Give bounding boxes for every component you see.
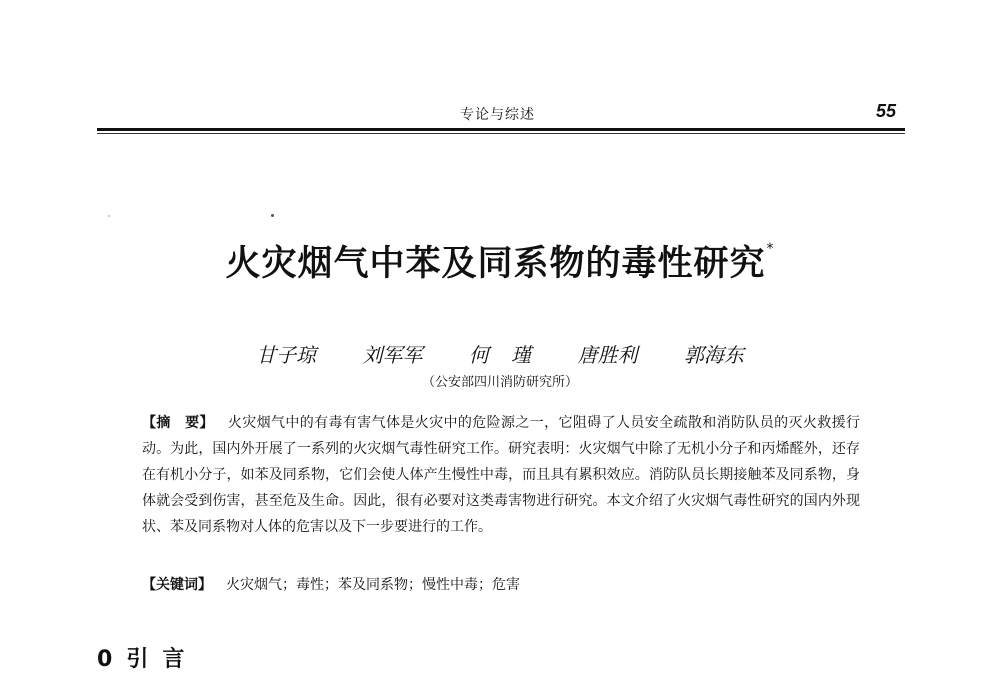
abstract-text: 火灾烟气中的有毒有害气体是火灾中的危险源之一，它阻碍了人员安全疏散和消防队员的灭火救援行动。为此，国内外开展了一系列的火灾烟气毒性研究工作。研究表明：火灾烟气中除了无机小分子和丙烯醛外，还存在有机小分子，如苯及同系物，它们会使人体产生慢性中毒，而且具有累积效应。消防队员长期接触苯及同系物，身体就会受到伤害，甚至危及生命。因此，很有必要对这类毒害物进行研究。本文介绍了火灾烟气毒性研究的国内外现状、苯及同系物对人体的危害以及下一步要进行的工作。 bbox=[142, 415, 860, 535]
author-name: 何 瑾 bbox=[468, 343, 532, 367]
header-rule-thin bbox=[97, 133, 905, 134]
keywords bbox=[142, 572, 860, 598]
author-name: 唐胜利 bbox=[577, 343, 638, 367]
article-title bbox=[0, 236, 1000, 286]
article-title-text: 火灾烟气中苯及同系物的毒性研究 bbox=[225, 244, 766, 284]
section-number: 0 bbox=[97, 647, 117, 672]
header-rule-thick bbox=[97, 128, 905, 131]
scan-speck bbox=[108, 215, 110, 217]
title-footnote-mark: * bbox=[766, 241, 775, 257]
abstract bbox=[142, 410, 860, 540]
author-list bbox=[0, 339, 1000, 368]
keywords-label: 【关键词】 bbox=[142, 577, 212, 593]
scan-speck bbox=[271, 214, 274, 217]
section-heading bbox=[97, 642, 198, 673]
author-name: 郭海东 bbox=[683, 343, 744, 367]
keywords-text: 火灾烟气；毒性；苯及同系物；慢性中毒；危害 bbox=[226, 577, 520, 593]
author-name: 甘子琼 bbox=[256, 343, 317, 367]
running-header-section: 专论与综述 bbox=[460, 107, 535, 123]
author-affiliation: （公安部四川消防研究所） bbox=[421, 375, 578, 390]
page-number: 55 bbox=[876, 101, 897, 121]
abstract-label: 【摘 要】 bbox=[142, 415, 214, 431]
author-name: 刘军军 bbox=[362, 343, 423, 367]
section-title: 引言 bbox=[126, 647, 199, 672]
